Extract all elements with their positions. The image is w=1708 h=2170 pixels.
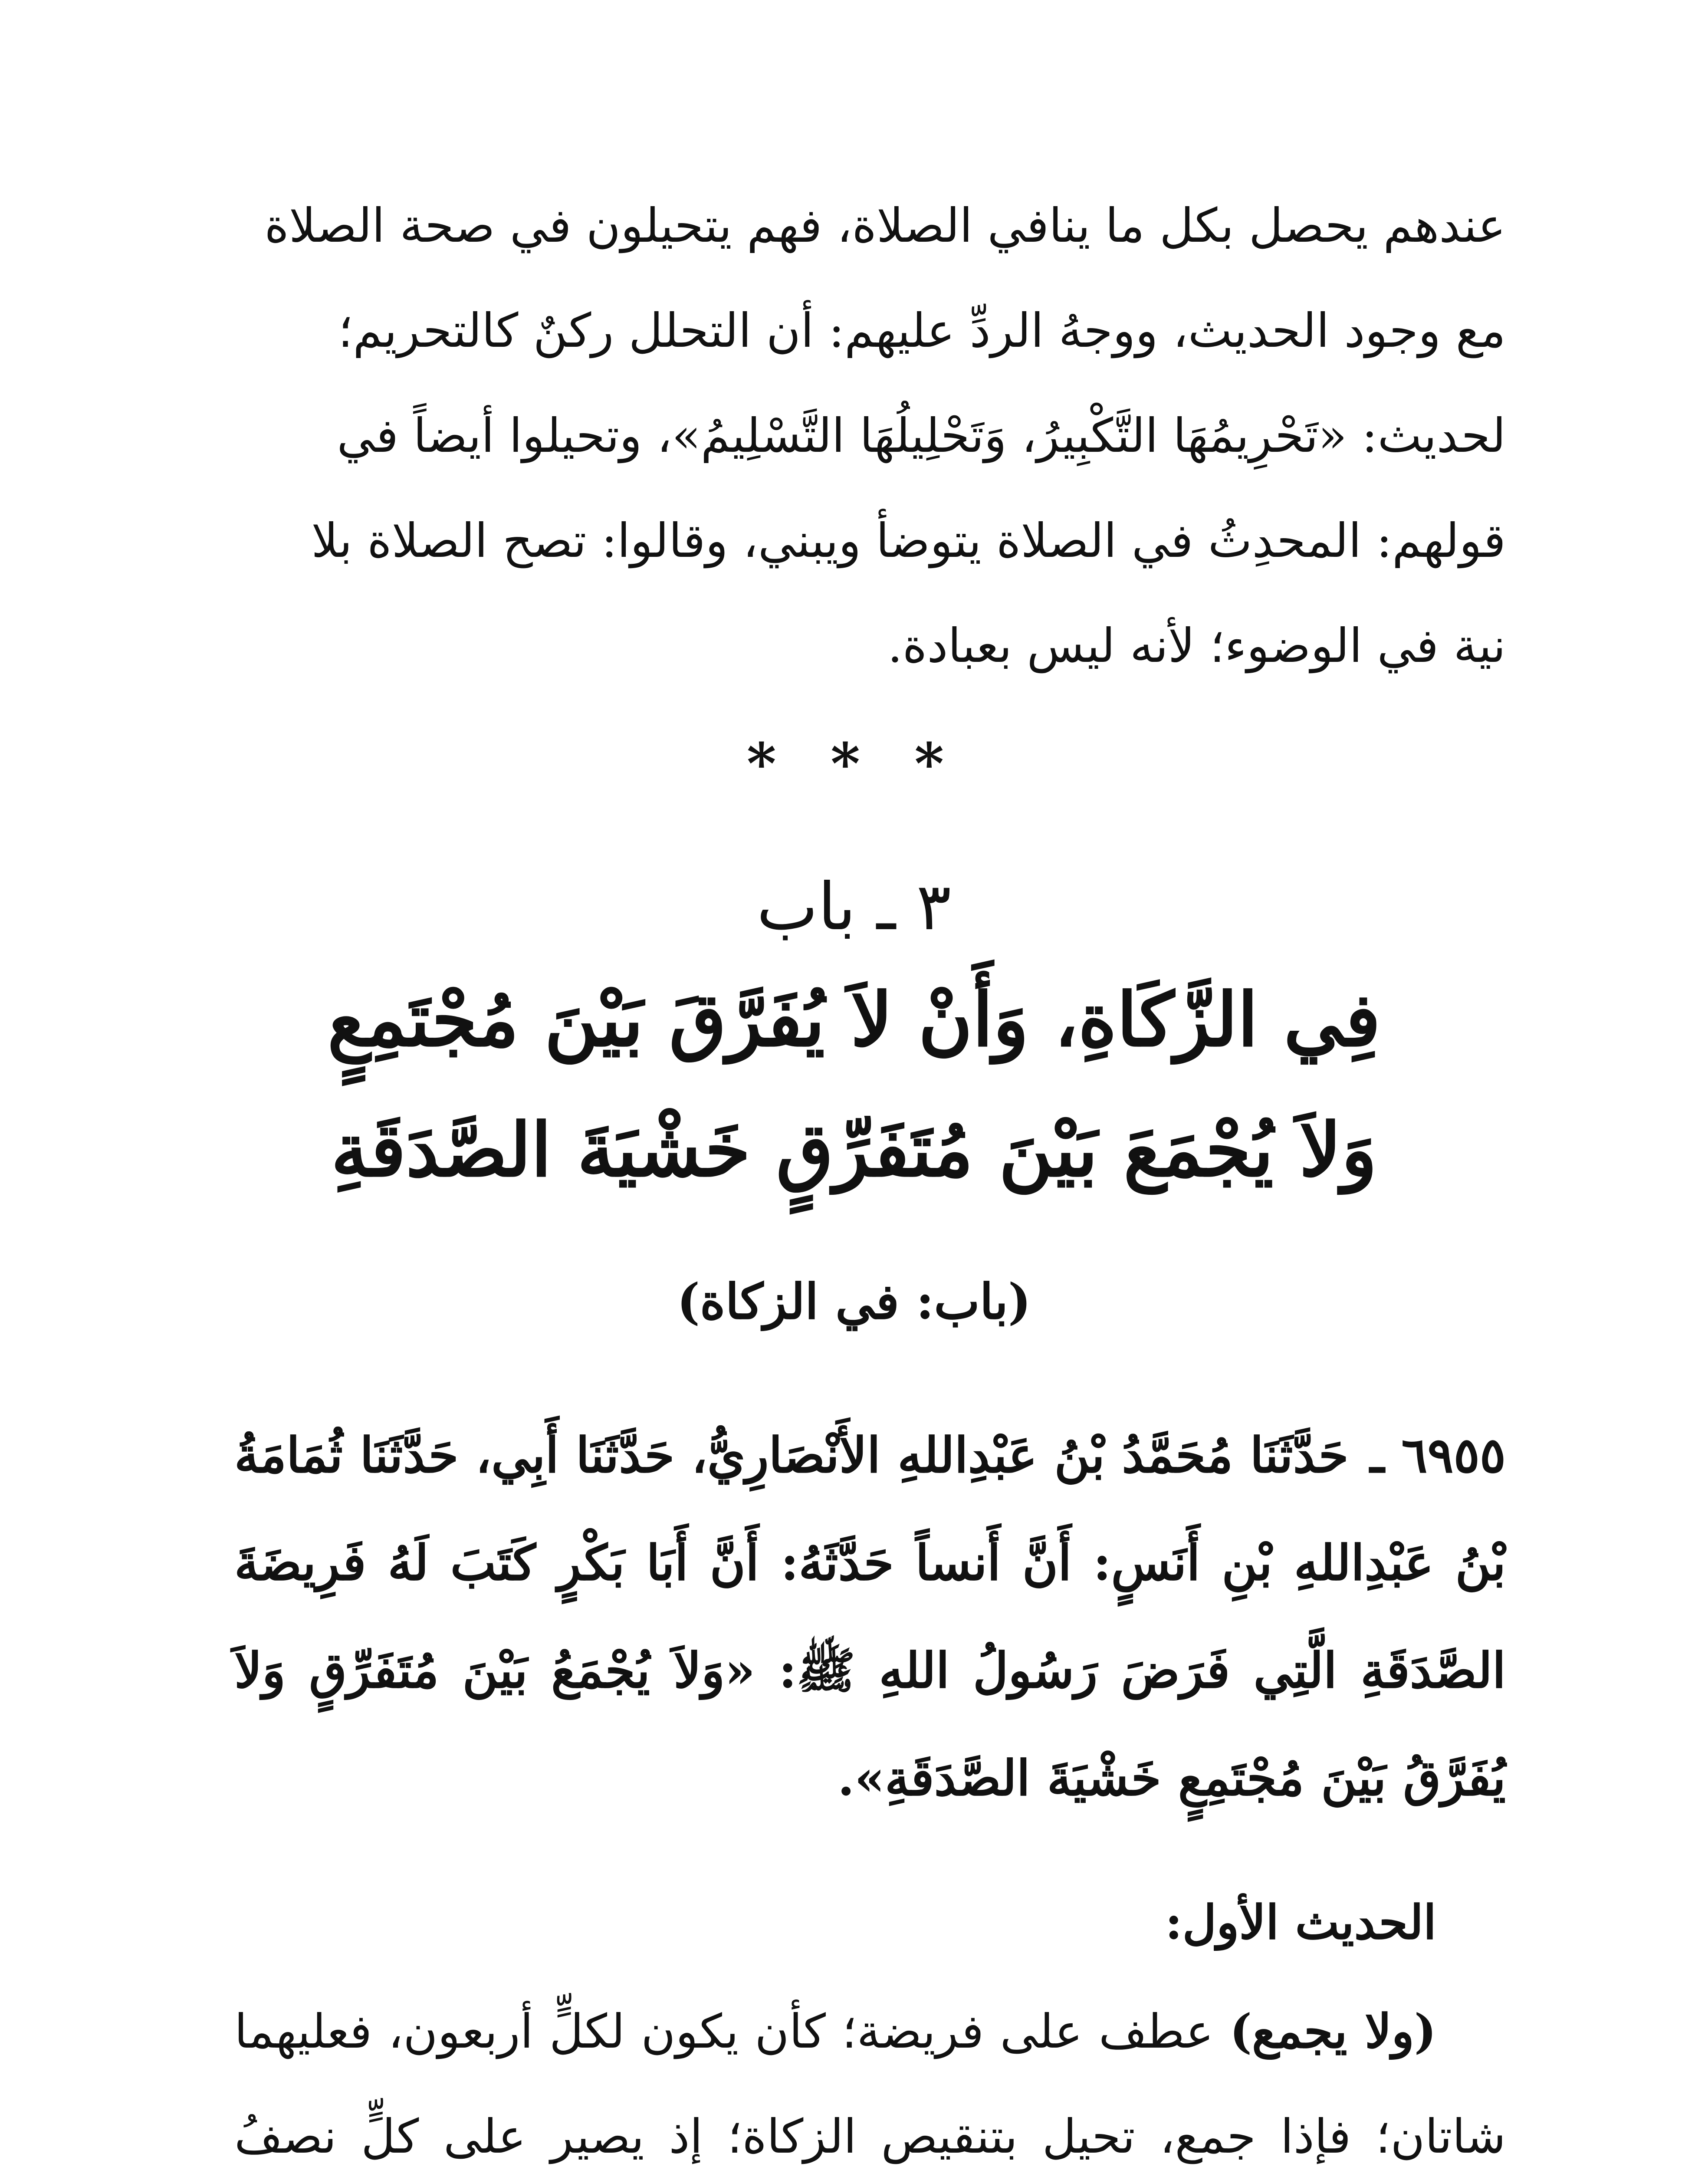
commentary-text: عطف على فريضة؛ كأن يكون لكلٍّ أربعون، فعليهما شاتان؛ فإذا جمع، تحيل بتنقيص الزكاة؛ إذ يصير على كلٍّ نصفُ (234, 2005, 1506, 2164)
chapter-title (0, 955, 1708, 1215)
intro-line: مع وجود الحديث، ووجهُ الردِّ عليهم: أن التحلل ركنٌ كالتحريم؛ (338, 304, 1506, 358)
commentary-paragraph (234, 1979, 1506, 2170)
hadith-paragraph (234, 1402, 1506, 1832)
section-separator: * * * (746, 730, 962, 797)
chapter-subheading: (باب: في الزكاة) (677, 1273, 1031, 1330)
hadith-number: ٦٩٥٥ ـ (1370, 1427, 1506, 1484)
intro-line: عندهم يحصل بكل ما ينافي الصلاة، فهم يتحيلون في صحة الصلاة (264, 199, 1506, 253)
hadith-text: حَدَّثَنَا مُحَمَّدُ بْنُ عَبْدِاللهِ الأَنْصَارِيُّ، حَدَّثَنَا أَبِي، حَدَّثَنَا ثُمَامَةُ بْنُ عَبْدِاللهِ بْنِ أَنَسٍ: أَنَّ أَنساً حَدَّثَهُ: أَنَّ أَبَا بَكْرٍ كَتَبَ لَهُ فَرِيضَةَ الصَّدَقَةِ الَّتِي فَرَضَ رَسُولُ اللهِ ﷺ: «وَلاَ يُجْمَعُ بَيْنَ مُتَفَرِّقٍ وَلاَ يُفَرَّقُ بَيْنَ مُجْتَمِعٍ خَشْيَةَ الصَّدَقَةِ». (234, 1427, 1506, 1807)
chapter-number: ٣ ـ باب (756, 869, 952, 945)
intro-line: قولهم: المحدِثُ في الصلاة يتوضأ ويبني، وقالوا: تصح الصلاة بلا (311, 514, 1506, 568)
intro-line: لحديث: «تَحْرِيمُهَا التَّكْبِيرُ، وَتَحْلِيلُهَا التَّسْلِيمُ»، وتحيلوا أيضاً في (337, 409, 1506, 463)
intro-line: نية في الوضوء؛ لأنه ليس بعبادة. (887, 619, 1506, 673)
commentary-term: (ولا يجمع) (1229, 2004, 1436, 2059)
intro-paragraph (234, 174, 1506, 699)
chapter-title-line: فِي الزَّكَاةِ، وَأَنْ لاَ يُفَرَّقَ بَيْنَ مُجْتَمِعٍ (327, 976, 1381, 1063)
chapter-title-line: وَلاَ يُجْمَعَ بَيْنَ مُتَفَرِّقٍ خَشْيَةَ الصَّدَقَةِ (331, 1107, 1377, 1194)
commentary-heading: الحديث الأول: (1165, 1895, 1436, 1950)
